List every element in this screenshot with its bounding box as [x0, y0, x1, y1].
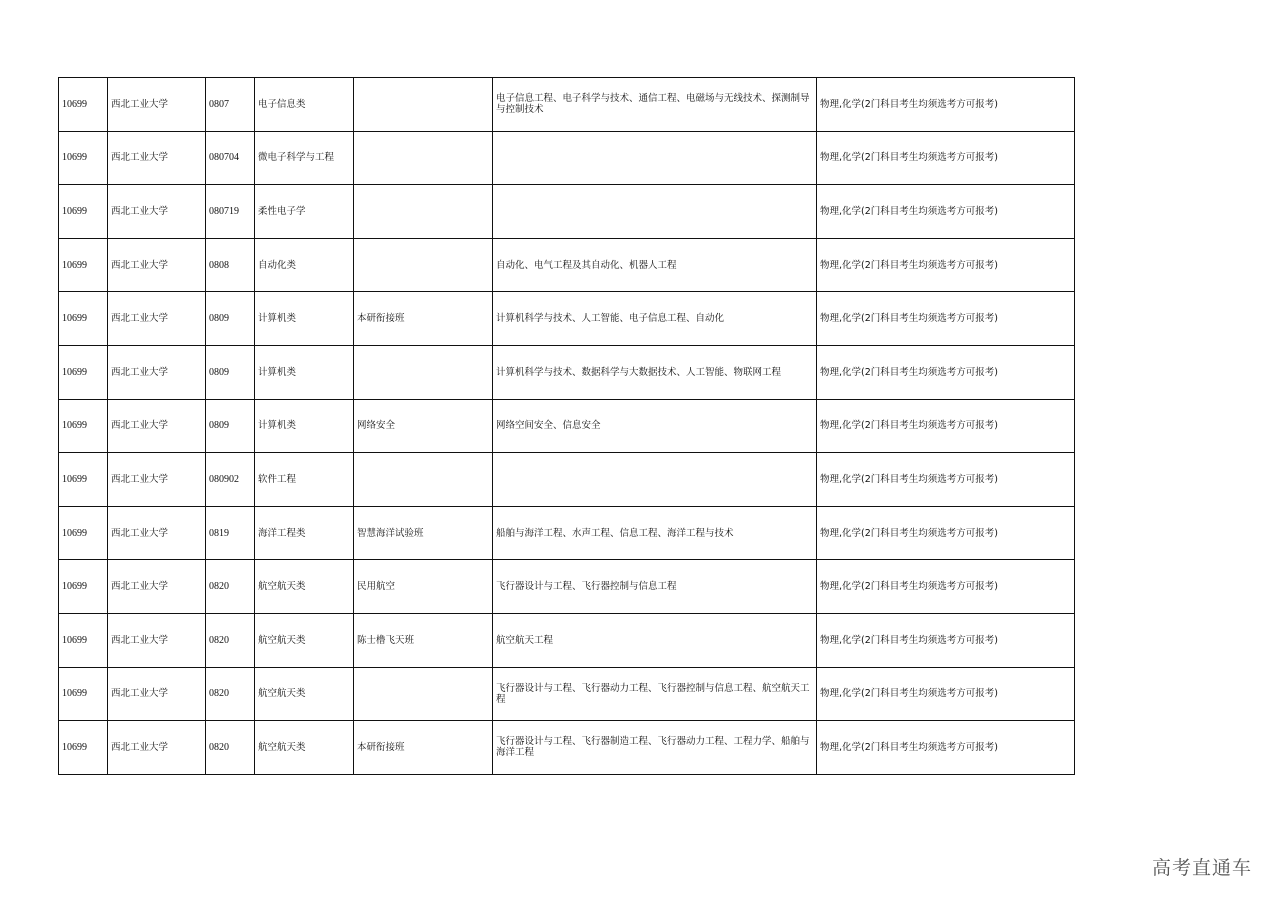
cell-subject-requirement: 物理,化学(2门科目考生均须选考方可报考): [817, 613, 1075, 667]
cell-major-name: 航空航天类: [255, 560, 354, 614]
cell-subject-requirement: 物理,化学(2门科目考生均须选考方可报考): [817, 506, 1075, 560]
cell-major-code: 0807: [206, 78, 255, 132]
cell-subject-requirement: 物理,化学(2门科目考生均须选考方可报考): [817, 560, 1075, 614]
cell-school-name: 西北工业大学: [108, 721, 206, 775]
cell-major-name: 航空航天类: [255, 613, 354, 667]
cell-major-code: 0820: [206, 613, 255, 667]
cell-included-majors: [493, 185, 817, 239]
cell-major-code: 080902: [206, 453, 255, 507]
cell-included-majors: 飞行器设计与工程、飞行器制造工程、飞行器动力工程、工程力学、船舶与海洋工程: [493, 721, 817, 775]
cell-note: [354, 238, 493, 292]
cell-major-name: 计算机类: [255, 399, 354, 453]
cell-school-code: 10699: [59, 721, 108, 775]
cell-school-code: 10699: [59, 506, 108, 560]
table-row: [59, 78, 1075, 132]
cell-school-name: 西北工业大学: [108, 667, 206, 721]
table-row: [59, 721, 1075, 775]
cell-major-code: 0809: [206, 292, 255, 346]
table-row: [59, 453, 1075, 507]
cell-subject-requirement: 物理,化学(2门科目考生均须选考方可报考): [817, 78, 1075, 132]
cell-subject-requirement: 物理,化学(2门科目考生均须选考方可报考): [817, 667, 1075, 721]
cell-subject-requirement: 物理,化学(2门科目考生均须选考方可报考): [817, 185, 1075, 239]
cell-major-name: 计算机类: [255, 292, 354, 346]
cell-major-code: 0819: [206, 506, 255, 560]
table-row: [59, 185, 1075, 239]
cell-subject-requirement: 物理,化学(2门科目考生均须选考方可报考): [817, 131, 1075, 185]
cell-subject-requirement: 物理,化学(2门科目考生均须选考方可报考): [817, 292, 1075, 346]
cell-major-name: 自动化类: [255, 238, 354, 292]
cell-school-name: 西北工业大学: [108, 560, 206, 614]
cell-major-name: 海洋工程类: [255, 506, 354, 560]
table-row: [59, 613, 1075, 667]
cell-note: 民用航空: [354, 560, 493, 614]
cell-included-majors: [493, 131, 817, 185]
cell-subject-requirement: 物理,化学(2门科目考生均须选考方可报考): [817, 238, 1075, 292]
cell-major-name: 航空航天类: [255, 721, 354, 775]
cell-major-code: 080704: [206, 131, 255, 185]
cell-school-name: 西北工业大学: [108, 345, 206, 399]
cell-school-code: 10699: [59, 613, 108, 667]
cell-major-name: 柔性电子学: [255, 185, 354, 239]
cell-included-majors: 船舶与海洋工程、水声工程、信息工程、海洋工程与技术: [493, 506, 817, 560]
cell-included-majors: 航空航天工程: [493, 613, 817, 667]
cell-school-code: 10699: [59, 238, 108, 292]
cell-major-code: 0809: [206, 345, 255, 399]
cell-major-name: 航空航天类: [255, 667, 354, 721]
cell-note: 陈士橹飞天班: [354, 613, 493, 667]
cell-school-name: 西北工业大学: [108, 78, 206, 132]
cell-included-majors: [493, 453, 817, 507]
cell-school-name: 西北工业大学: [108, 131, 206, 185]
cell-school-name: 西北工业大学: [108, 506, 206, 560]
cell-included-majors: 飞行器设计与工程、飞行器控制与信息工程: [493, 560, 817, 614]
cell-included-majors: 计算机科学与技术、人工智能、电子信息工程、自动化: [493, 292, 817, 346]
watermark-text: 高考直通车: [1151, 857, 1252, 879]
cell-note: [354, 185, 493, 239]
cell-subject-requirement: 物理,化学(2门科目考生均须选考方可报考): [817, 399, 1075, 453]
table-row: [59, 345, 1075, 399]
cell-major-name: 微电子科学与工程: [255, 131, 354, 185]
cell-major-code: 0820: [206, 667, 255, 721]
cell-included-majors: 飞行器设计与工程、飞行器动力工程、飞行器控制与信息工程、航空航天工程: [493, 667, 817, 721]
cell-subject-requirement: 物理,化学(2门科目考生均须选考方可报考): [817, 345, 1075, 399]
table-row: [59, 292, 1075, 346]
cell-school-code: 10699: [59, 78, 108, 132]
cell-school-code: 10699: [59, 131, 108, 185]
table-row: [59, 560, 1075, 614]
table-row: [59, 131, 1075, 185]
cell-school-name: 西北工业大学: [108, 185, 206, 239]
cell-note: 本研衔接班: [354, 292, 493, 346]
table-row: [59, 667, 1075, 721]
table-body: [59, 78, 1075, 775]
cell-school-code: 10699: [59, 292, 108, 346]
cell-school-code: 10699: [59, 345, 108, 399]
cell-school-name: 西北工业大学: [108, 613, 206, 667]
cell-major-code: 0809: [206, 399, 255, 453]
cell-note: [354, 345, 493, 399]
cell-school-code: 10699: [59, 453, 108, 507]
cell-note: [354, 78, 493, 132]
major-table: [58, 77, 1075, 775]
cell-major-code: 0820: [206, 560, 255, 614]
cell-school-name: 西北工业大学: [108, 238, 206, 292]
table-row: [59, 399, 1075, 453]
cell-note: 智慧海洋试验班: [354, 506, 493, 560]
table-row: [59, 506, 1075, 560]
cell-note: [354, 667, 493, 721]
cell-note: 网络安全: [354, 399, 493, 453]
cell-subject-requirement: 物理,化学(2门科目考生均须选考方可报考): [817, 721, 1075, 775]
cell-major-code: 0820: [206, 721, 255, 775]
cell-note: [354, 131, 493, 185]
cell-major-code: 0808: [206, 238, 255, 292]
cell-note: 本研衔接班: [354, 721, 493, 775]
cell-major-code: 080719: [206, 185, 255, 239]
cell-school-code: 10699: [59, 399, 108, 453]
cell-school-code: 10699: [59, 560, 108, 614]
table-row: [59, 238, 1075, 292]
cell-subject-requirement: 物理,化学(2门科目考生均须选考方可报考): [817, 453, 1075, 507]
cell-major-name: 电子信息类: [255, 78, 354, 132]
cell-school-name: 西北工业大学: [108, 292, 206, 346]
cell-school-code: 10699: [59, 185, 108, 239]
cell-included-majors: 电子信息工程、电子科学与技术、通信工程、电磁场与无线技术、探测制导与控制技术: [493, 78, 817, 132]
cell-major-name: 计算机类: [255, 345, 354, 399]
cell-school-code: 10699: [59, 667, 108, 721]
cell-included-majors: 网络空间安全、信息安全: [493, 399, 817, 453]
cell-note: [354, 453, 493, 507]
cell-school-name: 西北工业大学: [108, 453, 206, 507]
cell-included-majors: 自动化、电气工程及其自动化、机器人工程: [493, 238, 817, 292]
cell-major-name: 软件工程: [255, 453, 354, 507]
cell-included-majors: 计算机科学与技术、数据科学与大数据技术、人工智能、物联网工程: [493, 345, 817, 399]
cell-school-name: 西北工业大学: [108, 399, 206, 453]
